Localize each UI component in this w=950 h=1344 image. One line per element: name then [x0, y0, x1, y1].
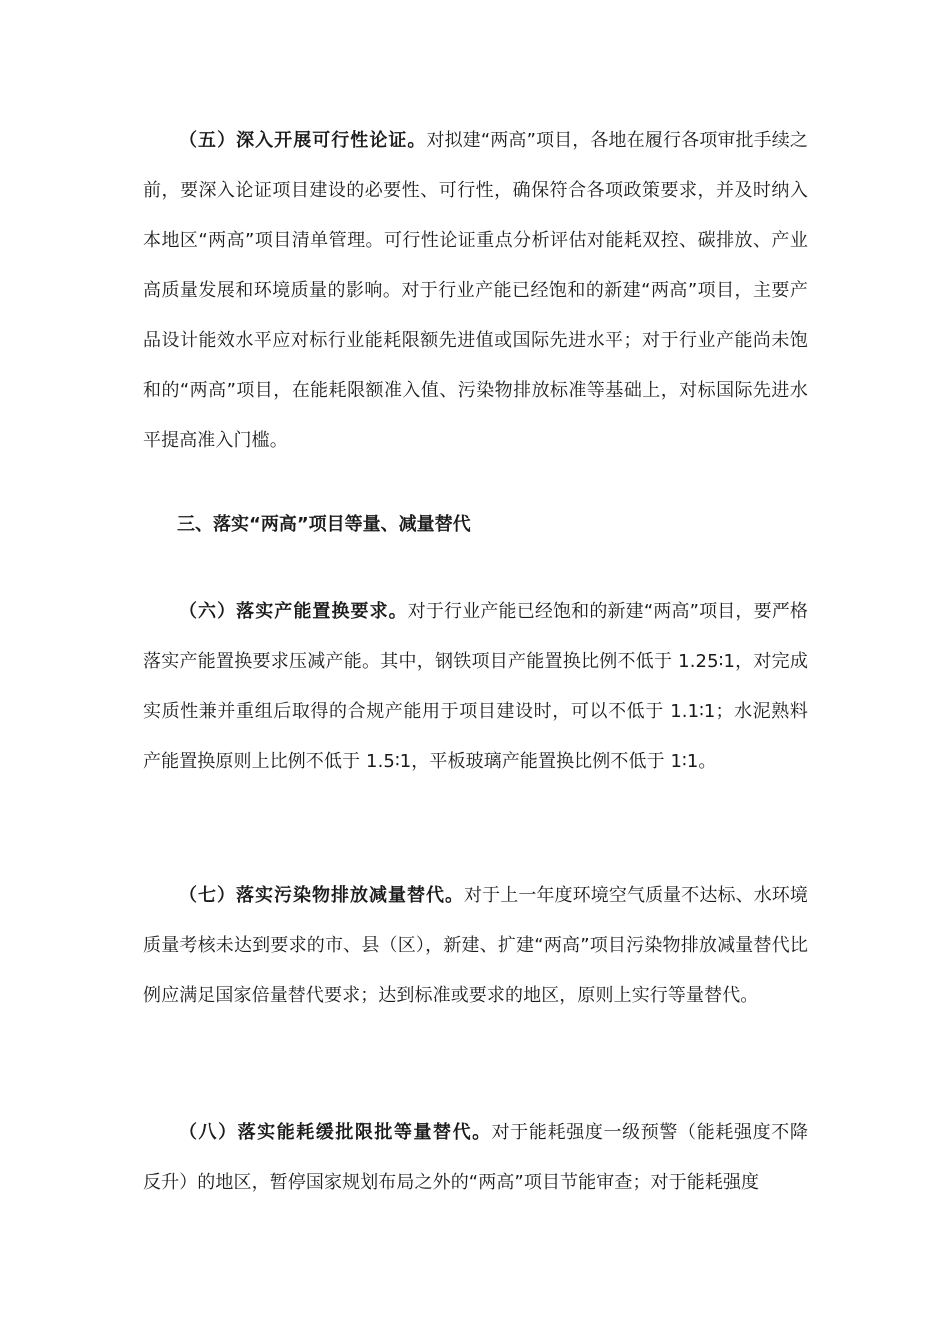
- paragraph-lead: （七）落实污染物排放减量替代。: [179, 885, 465, 906]
- paragraph-energy-approval: [143, 1108, 808, 1208]
- paragraph-feasibility-study: [143, 116, 808, 466]
- paragraph-body: 对于行业产能已经饱和的新建“两高”项目，要严格落实产能置换要求压减产能。其中，钢铁项目产能置换比例不低于 1.25∶1，对完成实质性兼并重组后取得的合规产能用于项目建设时，可以不低于 1.1∶1；水泥熟料产能置换原则上比例不低于 1.5∶1，平板玻璃产能置换比例不低于 1∶1。: [143, 601, 809, 772]
- paragraph-capacity-replacement: [143, 587, 808, 787]
- paragraph-lead: （八）落实能耗缓批限批等量替代。: [179, 1122, 492, 1143]
- paragraph-pollutant-reduction: [143, 871, 808, 1021]
- paragraph-body: 对拟建“两高”项目，各地在履行各项审批手续之前，要深入论证项目建设的必要性、可行性，确保符合各项政策要求，并及时纳入本地区“两高”项目清单管理。可行性论证重点分析评估对能耗双控、碳排放、产业高质量发展和环境质量的影响。对于行业产能已经饱和的新建“两高”项目，主要产品设计能效水平应对标行业能耗限额先进值或国际先进水平；对于行业产能尚未饱和的“两高”项目，在能耗限额准入值、污染物排放标准等基础上，对标国际先进水平提高准入门槛。: [143, 130, 808, 451]
- paragraph-body: 对于能耗强度一级预警（能耗强度不降反升）的地区，暂停国家规划布局之外的“两高”项目节能审查；对于能耗强度: [143, 1122, 809, 1193]
- paragraph-body: 对于上一年度环境空气质量不达标、水环境质量考核未达到要求的市、县（区），新建、扩建“两高”项目污染物排放减量替代比例应满足国家倍量替代要求；达到标准或要求的地区，原则上实行等量替代。: [143, 885, 808, 1006]
- paragraph-lead: （五）深入开展可行性论证。: [179, 130, 427, 151]
- paragraph-lead: （六）落实产能置换要求。: [179, 601, 408, 622]
- section-heading: 三、落实“两高”项目等量、减量替代: [177, 514, 471, 535]
